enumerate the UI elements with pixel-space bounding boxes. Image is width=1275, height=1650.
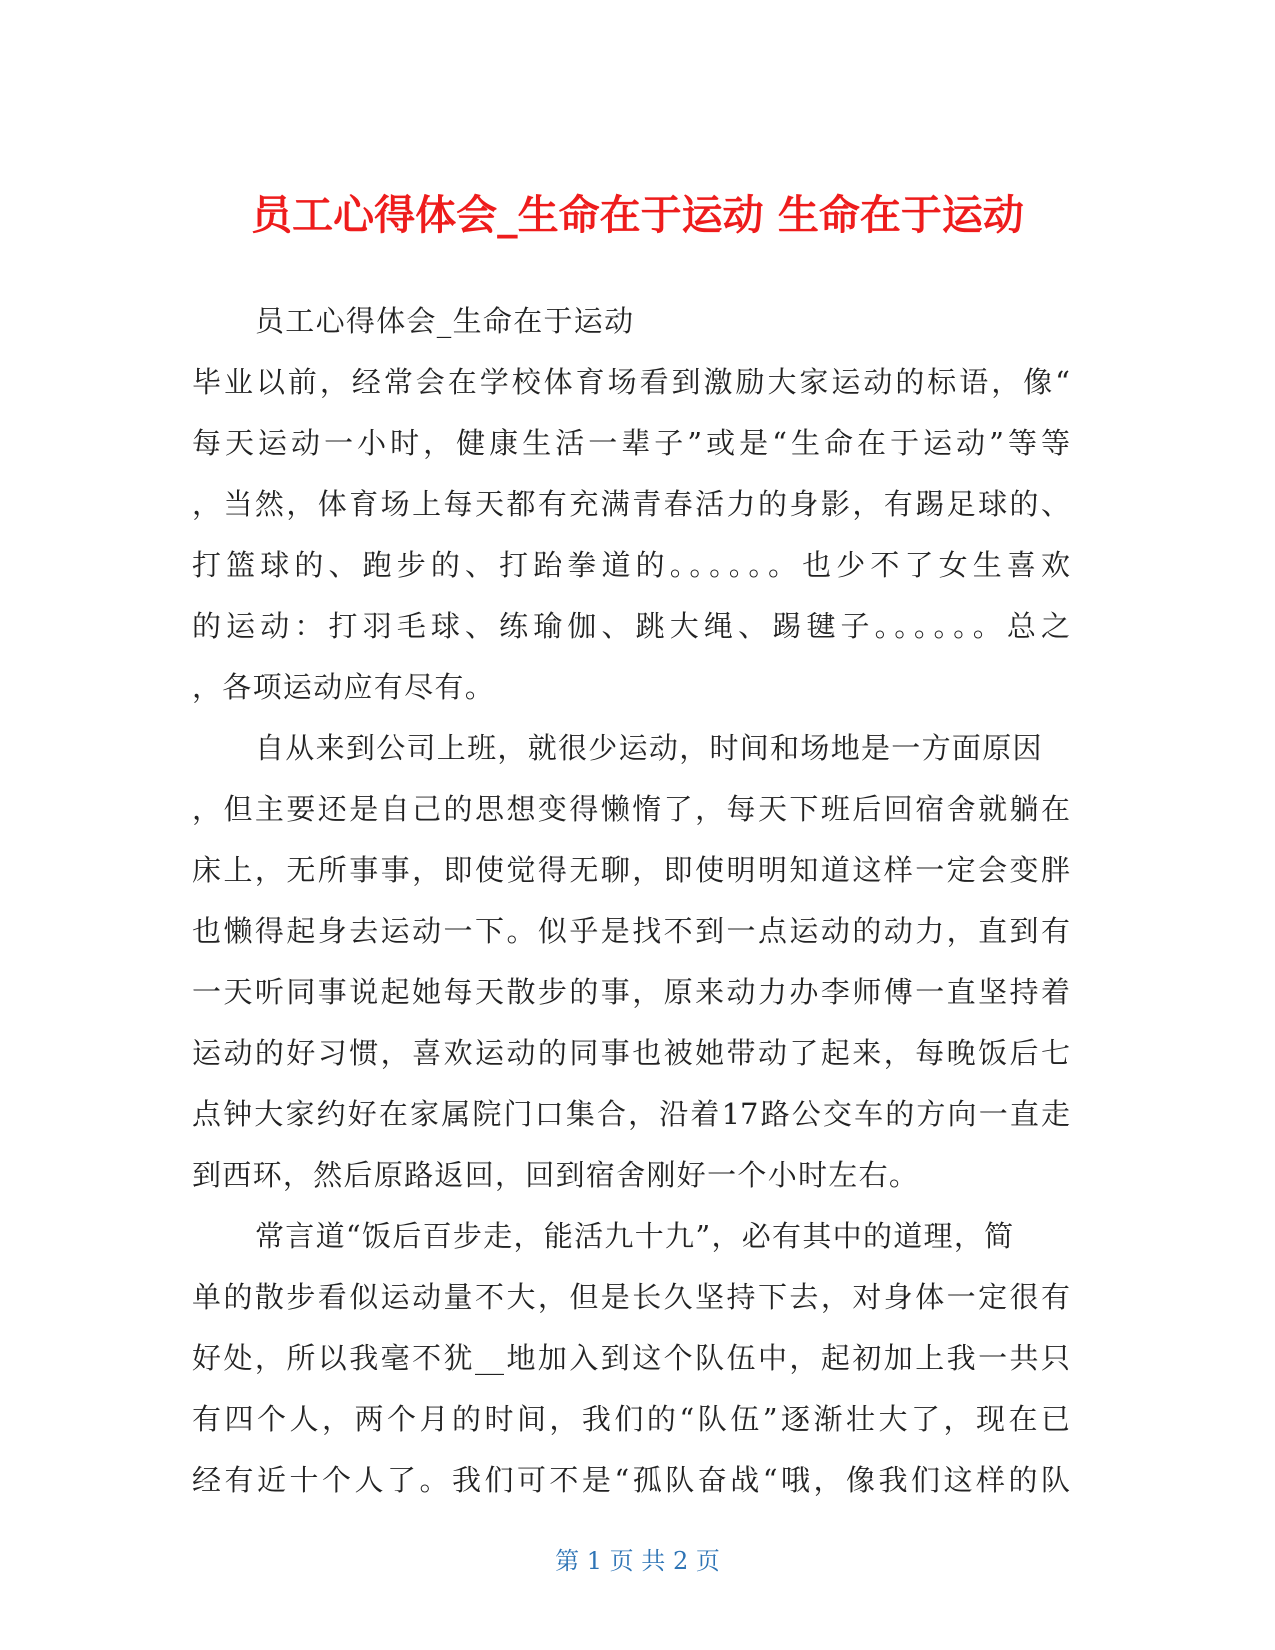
document-title: 员工心得体会_生命在于运动 生命在于运动 [251,191,1024,240]
paragraph-line: 自从来到公司上班，就很少运动，时间和场地是一方面原因 [255,731,1043,765]
paragraph-line: 运动的好习惯，喜欢运动的同事也被她带动了起来，每晚饭后七 [192,1036,1070,1070]
subtitle-line: 员工心得体会_生命在于运动 [255,304,635,338]
paragraph-line: 毕业以前，经常会在学校体育场看到激励大家运动的标语，像“ [192,365,1070,399]
paragraph-line: ，当然，体育场上每天都有充满青春活力的身影，有踢足球的、 [192,487,1070,521]
paragraph-line: ，但主要还是自己的思想变得懒惰了，每天下班后回宿舍就躺在 [192,792,1070,826]
paragraph-line: 常言道“饭后百步走，能活九十九”，必有其中的道理，简 [255,1219,1015,1253]
paragraph-line: 一天听同事说起她每天散步的事，原来动力办李师傅一直坚持着 [192,975,1070,1009]
paragraph-line: 单的散步看似运动量不大，但是长久坚持下去，对身体一定很有 [192,1280,1070,1314]
document-body [192,291,1070,1511]
paragraph-line: ，各项运动应有尽有。 [192,670,496,704]
paragraph-line: 每天运动一小时，健康生活一辈子”或是“生命在于运动”等等 [192,426,1070,460]
paragraph-line: 的运动：打羽毛球、练瑜伽、跳大绳、踢毽子。。。。。。总之 [192,609,1070,643]
paragraph-line: 打篮球的、跑步的、打跆拳道的。。。。。。也少不了女生喜欢 [192,548,1070,582]
paragraph-line: 好处，所以我毫不犹__地加入到这个队伍中，起初加上我一共只 [192,1341,1070,1375]
paragraph-line: 有四个人，两个月的时间，我们的“队伍”逐渐壮大了，现在已 [192,1402,1070,1436]
paragraph-line: 点钟大家约好在家属院门口集合，沿着17路公交车的方向一直走 [192,1097,1070,1131]
paragraph-line: 经有近十个人了。我们可不是“孤队奋战“哦，像我们这样的队 [192,1463,1070,1497]
paragraph-line: 也懒得起身去运动一下。似乎是找不到一点运动的动力，直到有 [192,914,1070,948]
paragraph-line: 到西环，然后原路返回，回到宿舍刚好一个小时左右。 [192,1158,920,1192]
page-number-footer: 第 1 页 共 2 页 [555,1547,720,1575]
paragraph-line: 床上，无所事事，即使觉得无聊，即使明明知道这样一定会变胖 [192,853,1070,887]
